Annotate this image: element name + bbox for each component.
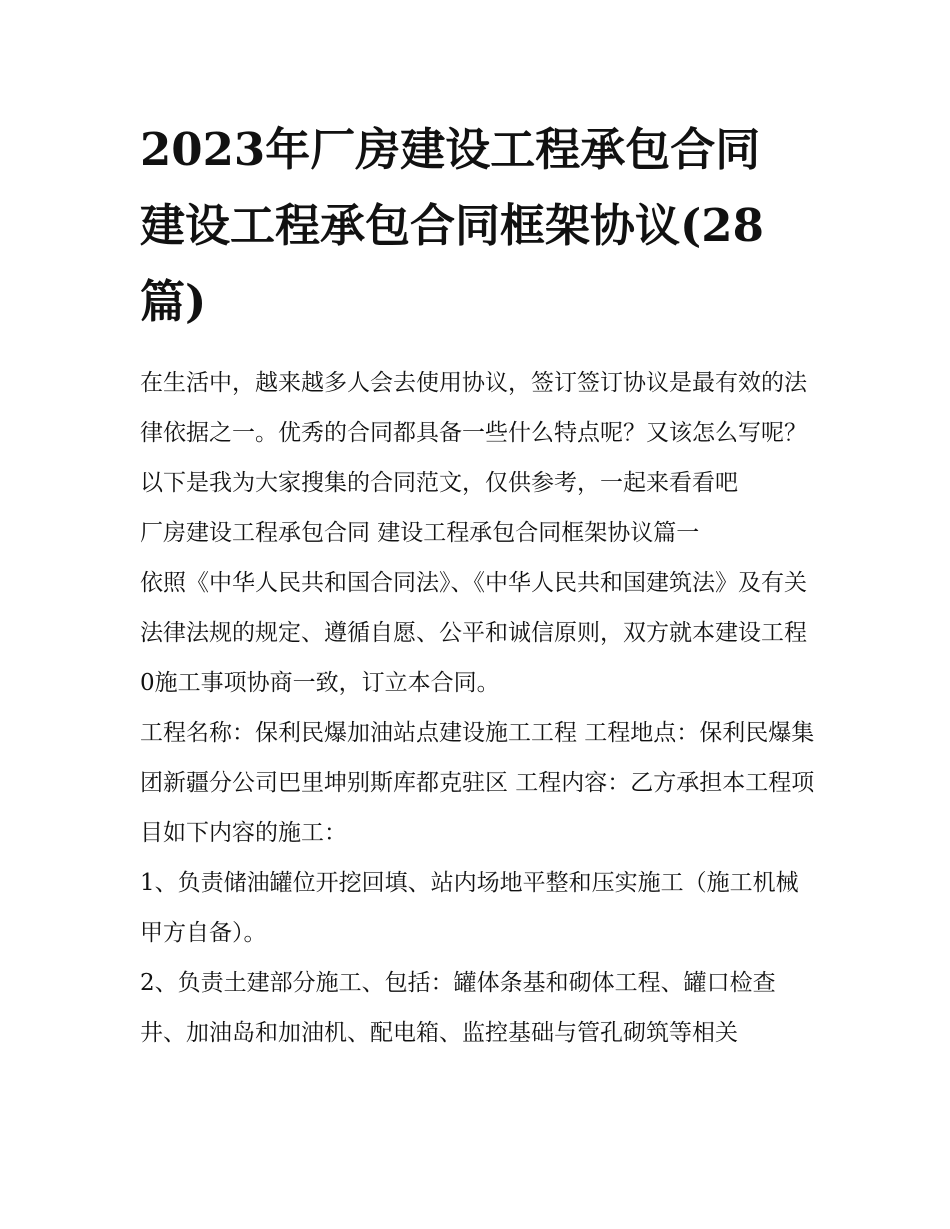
project-info-paragraph: 工程名称：保利民爆加油站点建设施工工程 工程地点：保利民爆集团新疆分公司巴里坤别斯库都克驻区 工程内容：乙方承担本工程项目如下内容的施工： — [140, 720, 815, 846]
scope-item-1: 1、负责储油罐位开挖回填、站内场地平整和压实施工（施工机械甲方自备）。 — [140, 870, 799, 946]
contract-basis-paragraph: 依照《中华人民共和国合同法》、《中华人民共和国建筑法》及有关法律法规的规定、遵循自愿、公平和诚信原则，双方就本建设工程0施工事项协商一致，订立本合同。 — [140, 570, 807, 696]
document-body — [140, 112, 820, 1058]
scope-item-2: 2、负责土建部分施工、包括：罐体条基和砌体工程、罐口检查井、加油岛和加油机、配电箱、监控基础与管孔砌筑等相关 — [140, 970, 776, 1046]
document-title: 2023年厂房建设工程承包合同 建设工程承包合同框架协议(28篇) — [140, 123, 764, 328]
section-heading: 厂房建设工程承包合同 建设工程承包合同框架协议篇一 — [140, 520, 700, 546]
intro-paragraph: 在生活中，越来越多人会去使用协议，签订签订协议是最有效的法律依据之一。优秀的合同都具备一些什么特点呢？又该怎么写呢？以下是我为大家搜集的合同范文，仅供参考，一起来看看吧 — [140, 370, 807, 496]
